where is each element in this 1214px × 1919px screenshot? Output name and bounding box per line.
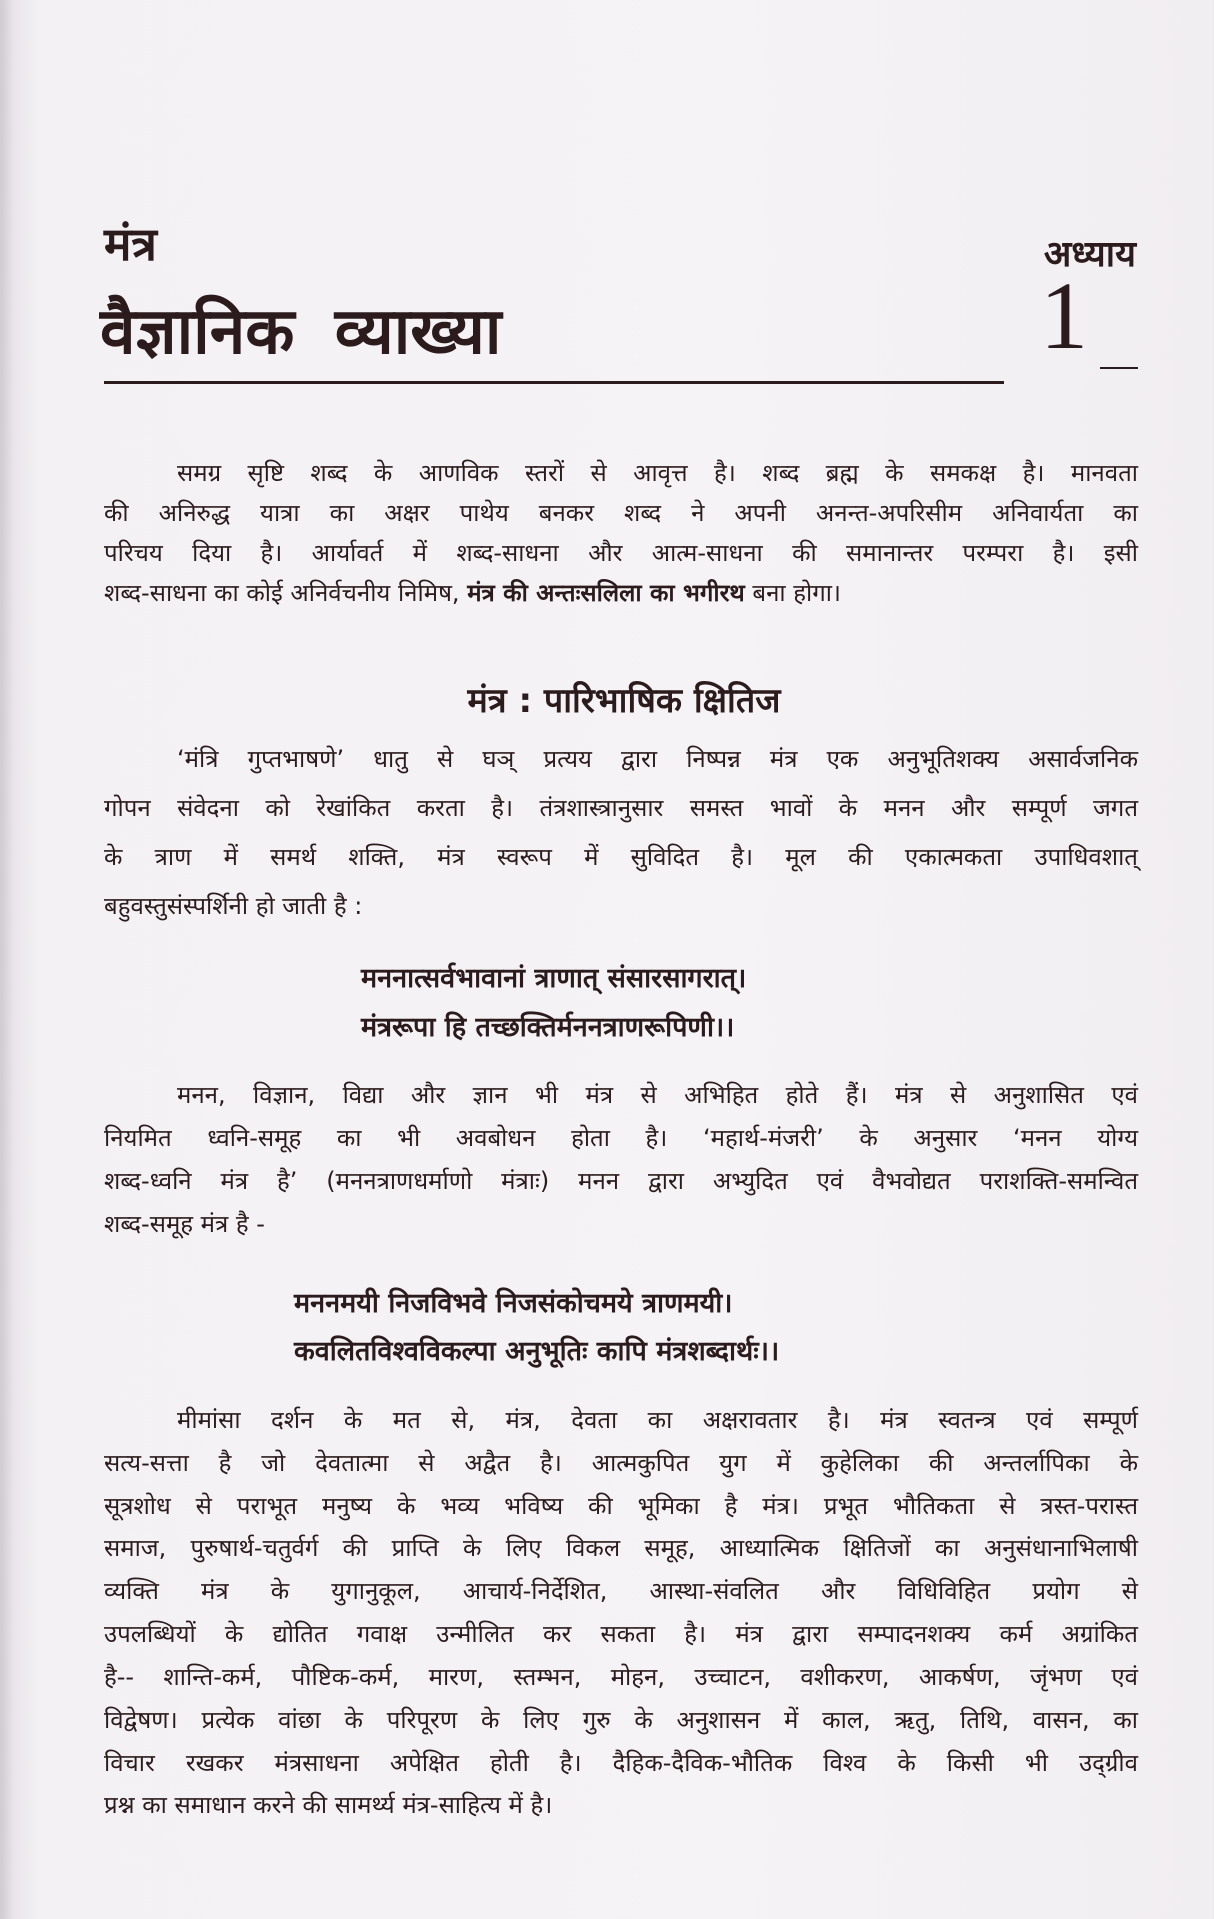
paragraph-line: नियमित ध्वनि-समूह का भी अवबोधन होता है। ‘महार्थ-मंजरी’ के अनुसार ‘मनन योग्य: [104, 1124, 1138, 1152]
paragraph-line: है-- शान्ति-कर्म, पौष्टिक-कर्म, मारण, स्तम्भन, मोहन, उच्चाटन, वशीकरण, आकर्षण, जृंभण एवं: [104, 1663, 1138, 1691]
title-rule: [104, 381, 1004, 384]
paragraph-line: समाज, पुरुषार्थ-चतुर्वर्ग की प्राप्ति के लिए विकल समूह, आध्यात्मिक क्षितिजों का अनुसंधानाभिलाषी: [104, 1534, 1138, 1562]
paragraph-line: मीमांसा दर्शन के मत से, मंत्र, देवता का अक्षरावतार है। मंत्र स्वतन्त्र एवं सम्पूर्ण: [177, 1406, 1138, 1434]
paragraph-line: सत्य-सत्ता है जो देवतात्मा से अद्वैत है। आत्मकुपित युग में कुहेलिका की अन्तर्लापिका के: [104, 1449, 1138, 1477]
paragraph-line: गोपन संवेदना को रेखांकित करता है। तंत्रशास्त्रानुसार समस्त भावों के मनन और सम्पूर्ण जगत: [104, 794, 1138, 822]
paragraph-line: के त्राण में समर्थ शक्ति, मंत्र स्वरूप में सुविदित है। मूल की एकात्मकता उपाधिवशात्: [104, 843, 1138, 871]
paragraph-line: व्यक्ति मंत्र के युगानुकूल, आचार्य-निर्देशित, आस्था-संवलित और विधिविहित प्रयोग से: [104, 1577, 1138, 1605]
number-rule: [1100, 367, 1138, 369]
paragraph-line: समग्र सृष्टि शब्द के आणविक स्तरों से आवृत्त है। शब्द ब्रह्म के समकक्ष है। मानवता: [177, 459, 1138, 487]
section-heading: मंत्र : पारिभाषिक क्षितिज: [467, 681, 781, 721]
text-run: शब्द-साधना का कोई अनिर्वचनीय निमिष,: [104, 579, 468, 607]
verse-line: मननात्सर्वभावानां त्राणात् संसारसागरात्।: [361, 963, 747, 994]
paragraph-line: मनन, विज्ञान, विद्या और ज्ञान भी मंत्र से अभिहित होते हैं। मंत्र से अनुशासित एवं: [177, 1081, 1138, 1109]
paragraph-line: की अनिरुद्ध यात्रा का अक्षर पाथेय बनकर शब्द ने अपनी अनन्त-अपरिसीम अनिवार्यता का: [104, 499, 1138, 527]
verse-line: मननमयी निजविभवे निजसंकोचमये त्राणमयी।: [294, 1288, 733, 1319]
paragraph-line: सूत्रशोध से पराभूत मनुष्य के भव्य भविष्य की भूमिका है मंत्र। प्रभूत भौतिकता से त्रस्त-परास्त: [104, 1492, 1138, 1520]
paragraph-line: शब्द-ध्वनि मंत्र है’ (मननत्राणधर्माणो मंत्राः) मनन द्वारा अभ्युदित एवं वैभवोद्यत पराशक्ति-समन्वित: [104, 1167, 1138, 1195]
paragraph-line: परिचय दिया है। आर्यावर्त में शब्द-साधना और आत्म-साधना की समानान्तर परम्परा है। इसी: [104, 539, 1138, 567]
text-run: बना होगा।: [744, 579, 842, 607]
chapter-label: अध्याय: [1043, 234, 1136, 275]
paragraph-line: ‘मंत्रि गुप्तभाषणे’ धातु से घञ् प्रत्यय द्वारा निष्पन्न मंत्र एक अनुभूतिशक्य असार्वजनिक: [177, 745, 1138, 773]
verse-line: मंत्ररूपा हि तच्छक्तिर्मननत्राणरूपिणी।।: [361, 1012, 735, 1043]
paragraph-line: [104, 578, 841, 608]
bold-phrase: मंत्र की अन्तःसलिला का भगीरथ: [467, 579, 745, 607]
chapter-title-line1: मंत्र: [104, 217, 157, 271]
paragraph-line: प्रश्न का समाधान करने की सामर्थ्य मंत्र-साहित्य में है।: [104, 1791, 553, 1819]
paragraph-line: उपलब्धियों के द्योतित गवाक्ष उन्मीलित कर सकता है। मंत्र द्वारा सम्पादनशक्य कर्म अग्रांकित: [104, 1620, 1138, 1648]
paragraph-line: विचार रखकर मंत्रसाधना अपेक्षित होती है। दैहिक-दैविक-भौतिक विश्व के किसी भी उद्ग्रीव: [104, 1749, 1138, 1777]
verse-line: कवलितविश्वविकल्पा अनुभूतिः कापि मंत्रशब्दार्थः।।: [294, 1336, 780, 1367]
chapter-title-line2: वैज्ञानिक व्याख्या: [100, 295, 502, 369]
paragraph-line: शब्द-समूह मंत्र है -: [104, 1210, 265, 1238]
paragraph-line: विद्वेषण। प्रत्येक वांछा के परिपूरण के लिए गुरु के अनुशासन में काल, ऋतु, तिथि, वासन, का: [104, 1706, 1138, 1734]
paragraph-line: बहुवस्तुसंस्पर्शिनी हो जाती है :: [104, 892, 363, 920]
chapter-number: 1: [1040, 262, 1088, 369]
